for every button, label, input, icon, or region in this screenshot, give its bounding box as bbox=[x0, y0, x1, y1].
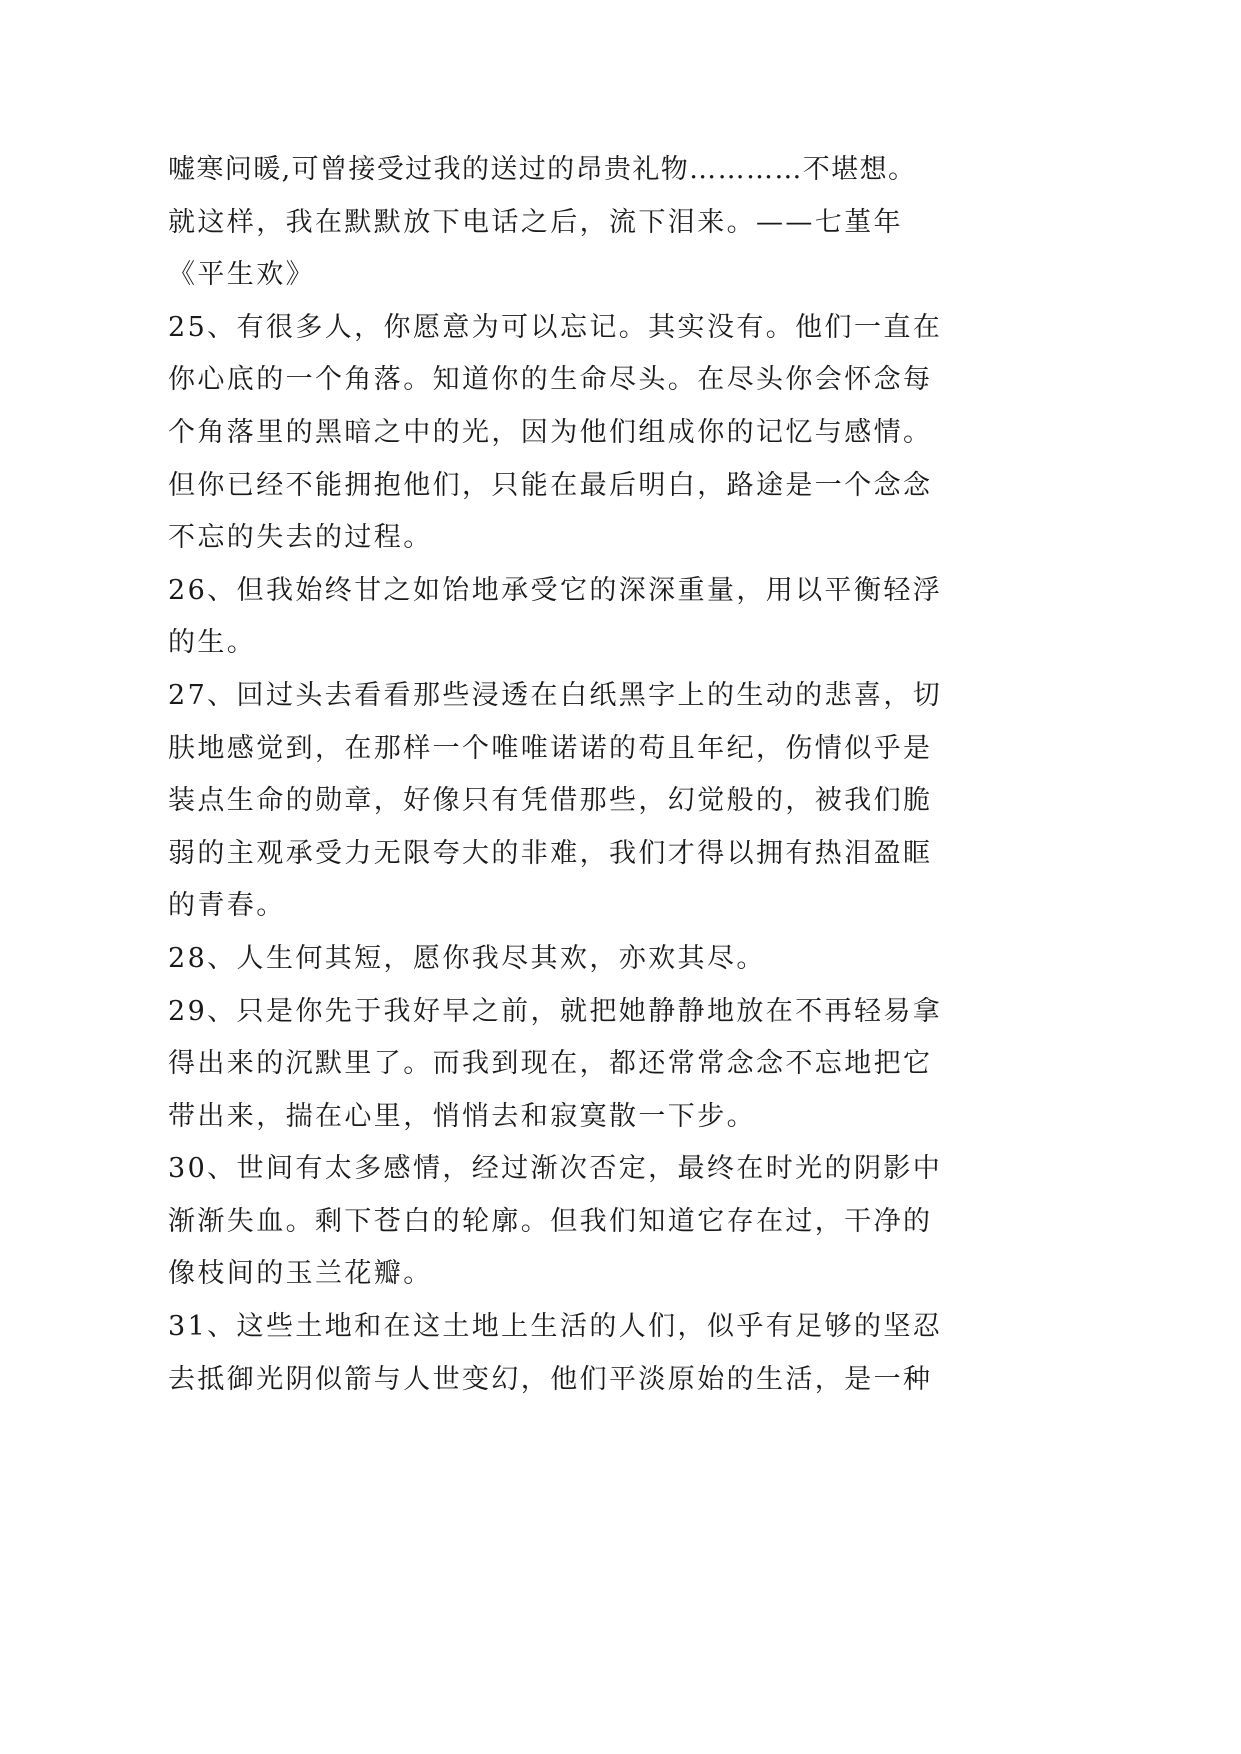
text-line: 像枝间的玉兰花瓣。 bbox=[168, 1258, 433, 1290]
text-line: 装点生命的勋章，好像只有凭借那些，幻觉般的，被我们脆 bbox=[168, 785, 933, 817]
text-line: 的生。 bbox=[168, 627, 257, 659]
text-line: 带出来，揣在心里，悄悄去和寂寞散一下步。 bbox=[168, 1100, 756, 1132]
text-line: 就这样，我在默默放下电话之后，流下泪来。——七堇年 bbox=[168, 206, 903, 238]
text-line: 不忘的失去的过程。 bbox=[168, 522, 433, 554]
text-line: 27、回过头去看看那些浸透在白纸黑字上的生动的悲喜，切 bbox=[168, 679, 943, 711]
text-line: 肤地感觉到，在那样一个唯唯诺诺的苟且年纪，伤情似乎是 bbox=[168, 732, 933, 764]
text-line: 26、但我始终甘之如饴地承受它的深深重量，用以平衡轻浮 bbox=[168, 574, 943, 606]
text-line: 28、人生何其短，愿你我尽其欢，亦欢其尽。 bbox=[168, 942, 766, 974]
text-line: 嘘寒问暖,可曾接受过我的送过的昂贵礼物…………不堪想。 bbox=[168, 154, 917, 185]
text-line: 但你已经不能拥抱他们，只能在最后明白，路途是一个念念 bbox=[168, 469, 933, 501]
text-line: 31、这些土地和在这土地上生活的人们，似乎有足够的坚忍 bbox=[168, 1311, 943, 1343]
text-line: 你心底的一个角落。知道你的生命尽头。在尽头你会怀念每 bbox=[168, 364, 933, 396]
text-line: 得出来的沉默里了。而我到现在，都还常常念念不忘地把它 bbox=[168, 1048, 933, 1080]
text-line: 《平生欢》 bbox=[168, 259, 315, 291]
text-line: 去抵御光阴似箭与人世变幻，他们平淡原始的生活，是一种 bbox=[168, 1363, 933, 1395]
text-line: 弱的主观承受力无限夸大的非难，我们才得以拥有热泪盈眶 bbox=[168, 837, 933, 869]
text-line: 渐渐失血。剩下苍白的轮廓。但我们知道它存在过，干净的 bbox=[168, 1205, 933, 1237]
body-text bbox=[168, 144, 968, 1406]
text-line: 25、有很多人，你愿意为可以忘记。其实没有。他们一直在 bbox=[168, 311, 943, 343]
text-line: 29、只是你先于我好早之前，就把她静静地放在不再轻易拿 bbox=[168, 995, 943, 1027]
text-line: 30、世间有太多感情，经过渐次否定，最终在时光的阴影中 bbox=[168, 1153, 943, 1185]
text-line: 个角落里的黑暗之中的光，因为他们组成你的记忆与感情。 bbox=[168, 416, 933, 448]
text-line: 的青春。 bbox=[168, 890, 286, 922]
